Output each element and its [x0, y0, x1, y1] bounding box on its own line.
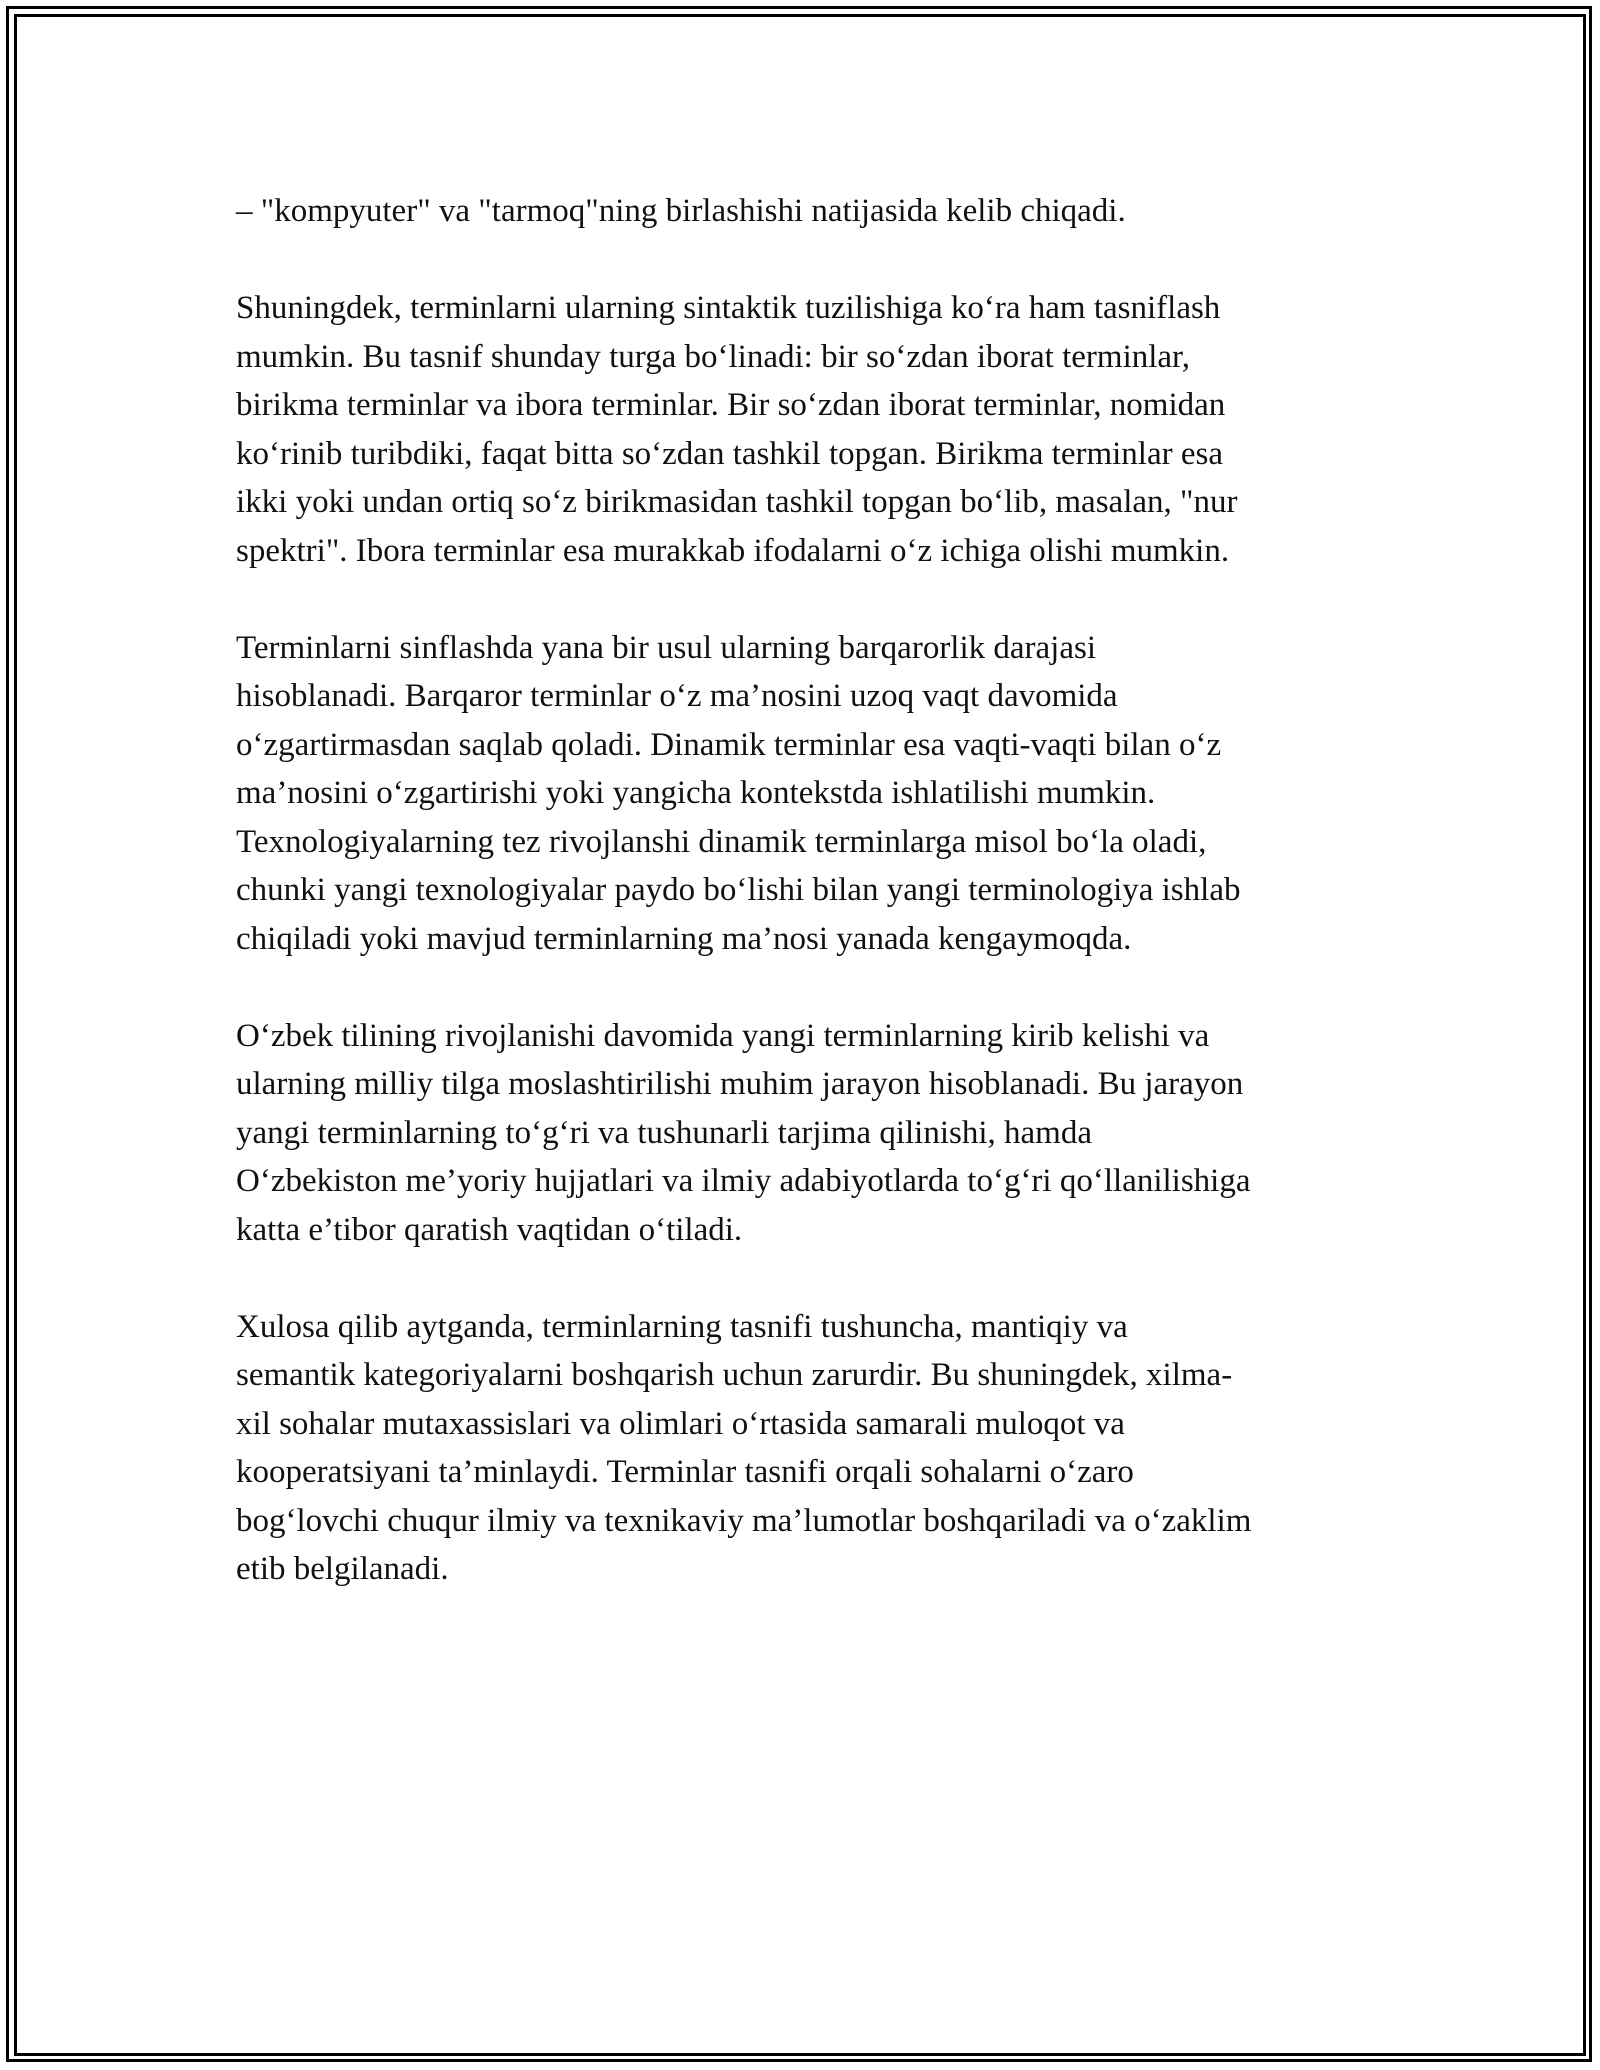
document-body	[236, 187, 1371, 1642]
paragraph-1: – "kompyuter" va "tarmoq"ning birlashishi natijasida kelib chiqadi.	[236, 193, 1126, 229]
paragraph-4: O‘zbek tilining rivojlanishi davomida yangi terminlarning kirib kelishi va ularning milliy tilga moslashtirilishi muhim jarayon hisoblanadi. Bu jarayon yangi terminlarning to‘g‘ri va tushunarli tarjima qilinishi, hamda O‘zbekiston me’yoriy hujjatlari va ilmiy adabiyotlarda to‘g‘ri qo‘llanilishiga katta e’tibor qaratish vaqtidan o‘tiladi.	[236, 1017, 1251, 1248]
paragraph-3: Terminlarni sinflashda yana bir usul ularning barqarorlik darajasi hisoblanadi. Barqaror terminlar o‘z ma’nosini uzoq vaqt davomida o‘zgartirmasdan saqlab qoladi. Dinamik terminlar esa vaqti-vaqti bilan o‘z ma’nosini o‘zgartirishi yoki yangicha kontekstda ishlatilishi mumkin. Texnologiyalarning tez rivojlanshi dinamik terminlarga misol bo‘la oladi, chunki yangi texnologiyalar paydo bo‘lishi bilan yangi terminologiya ishlab chiqiladi yoki mavjud terminlarning ma’nosi yanada kengaymoqda.	[236, 629, 1241, 957]
paragraph-5: Xulosa qilib aytganda, terminlarning tasnifi tushuncha, mantiqiy va semantik kategoriyalarni boshqarish uchun zarurdir. Bu shuningdek, xilma- xil sohalar mutaxassislari va olimlari o‘rtasida samarali muloqot va kooperatsiyani ta’minlaydi. Terminlar tasnifi orqali sohalarni o‘zaro bog‘lovchi chuqur ilmiy va texnikaviy ma’lumotlar boshqariladi va o‘zaklim etib belgilanadi.	[236, 1308, 1252, 1587]
paragraph-2: Shuningdek, terminlarni ularning sintaktik tuzilishiga ko‘ra ham tasniflash mumkin. Bu tasnif shunday turga bo‘linadi: bir so‘zdan iborat terminlar, birikma terminlar va ibora terminlar. Bir so‘zdan iborat terminlar, nomidan ko‘rinib turibdiki, faqat bitta so‘zdan tashkil topgan. Birikma terminlar esa ikki yoki undan ortiq so‘z birikmasidan tashkil topgan bo‘lib, masalan, "nur spektri". Ibora terminlar esa murakkab ifodalarni o‘z ichiga olishi mumkin.	[236, 290, 1238, 569]
